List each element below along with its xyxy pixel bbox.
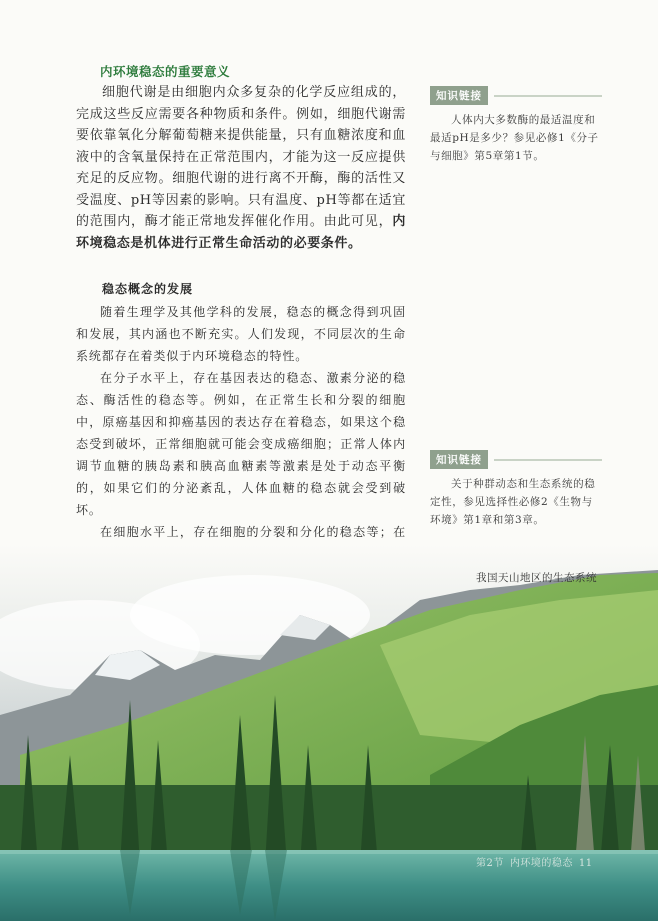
- subsection-title: 稳态概念的发展: [102, 282, 194, 296]
- page-number: 11: [578, 858, 593, 869]
- footer-title: 内环境的稳态: [509, 858, 573, 869]
- divider: [494, 95, 602, 97]
- knowledge-link-label: 知识链接: [430, 450, 488, 469]
- photo-caption: 我国天山地区的生态系统: [476, 572, 597, 584]
- knowledge-link-header: [430, 450, 602, 469]
- page-footer: [476, 854, 599, 869]
- divider: [494, 459, 602, 461]
- paragraph-text: 细胞代谢是由细胞内众多复杂的化学反应组成的，完成这些反应需要各种物质和条件。例如，细胞代谢需要依靠氧化分解葡萄糖来提供能量，只有血糖浓度和血液中的含氧量保持在正常范围内，才能为这一反应提供充足的反应物。细胞代谢的进行离不开酶，酶的活性又受温度、pH等因素的影响。只有温度、pH等都在适宜的范围内，酶才能正常地发挥催化作用。由此可见，: [76, 85, 406, 229]
- development-paragraph-2: 在分子水平上，存在基因表达的稳态、激素分泌的稳态、酶活性的稳态等。例如，在正常生长和分裂的细胞中，原癌基因和抑癌基因的表达存在着稳态，如果这个稳态受到破坏，正常细胞就可能会变成癌细胞；正常人体内调节血糖的胰岛素和胰高血糖素等激素是处于动态平衡的，如果它们的分泌紊乱，人体血糖的稳态就会受到破坏。: [76, 371, 406, 517]
- development-paragraph-1: 随着生理学及其他学科的发展，稳态的概念得到巩固和发展，其内涵也不断充实。人们发现，不同层次的生命系统都存在着类似于内环境稳态的特性。: [76, 305, 406, 363]
- knowledge-link-2: [430, 450, 602, 529]
- section-title: 内环境稳态的重要意义: [100, 64, 231, 79]
- knowledge-link-header: [430, 86, 602, 105]
- knowledge-link-text: 人体内大多数酶的最适温度和最适pH是多少？参见必修1《分子与细胞》第5章第1节。: [430, 114, 599, 162]
- section-paragraph: [76, 82, 406, 254]
- knowledge-link-label: 知识链接: [430, 86, 488, 105]
- key-conclusion: 内环境稳态是机体进行正常生命活动的必要条件。: [76, 214, 406, 251]
- footer-section: 第2节: [476, 858, 504, 869]
- development-paragraph-3: 在细胞水平上，存在细胞的分裂和分化的稳态等；在: [100, 525, 406, 539]
- knowledge-link-text: 关于种群动态和生态系统的稳定性，参见选择性必修2《生物与环境》第1章和第3章。: [430, 478, 596, 526]
- knowledge-link-1: [430, 86, 602, 165]
